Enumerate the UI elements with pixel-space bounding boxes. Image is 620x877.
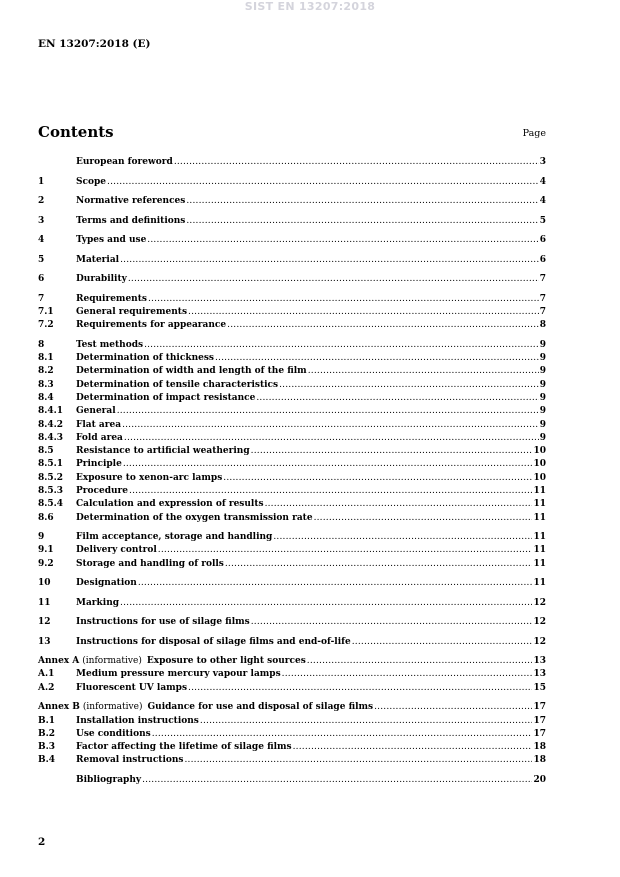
toc-leader-dots [152,729,533,740]
toc-entry-number: 11 [38,597,51,608]
toc-entry-title: Principle [76,459,122,470]
toc-entry[interactable] [38,318,546,331]
toc-entry-number: B.3 [38,742,56,753]
toc-entry[interactable] [38,615,546,628]
toc-entry-title: Factor affecting the lifetime of silage films [76,742,292,753]
toc-leader-dots [223,473,532,484]
contents-title: Contents [38,123,114,141]
toc-entry[interactable] [38,272,546,285]
toc-entry-number: 8 [38,339,45,350]
toc-entry-title: Exposure to xenon-arc lamps [76,472,223,483]
toc-leader-dots [251,446,533,457]
page-column-label: Page [522,128,546,139]
toc-entry[interactable] [38,667,546,680]
toc-leader-dots [188,307,539,318]
toc-entry-page: 6 [539,254,546,265]
toc-entry[interactable] [38,484,546,497]
toc-entry-title: Medium pressure mercury vapour lamps [76,669,281,680]
toc-entry-number: 9.1 [38,545,54,556]
toc-entry[interactable] [38,773,546,786]
toc-entry[interactable] [38,654,546,667]
toc-leader-dots [188,683,532,694]
toc-leader-dots [273,532,532,543]
toc-entry-page: 11 [533,532,546,543]
toc-entry-number: 8.5.2 [38,472,64,483]
toc-entry-title: Requirements [76,293,147,304]
toc-entry[interactable] [38,252,546,265]
toc-leader-dots [138,578,533,589]
toc-entry[interactable] [38,377,546,390]
toc-entry-number: B.4 [38,755,56,766]
toc-leader-dots [117,406,539,417]
toc-entry-number: 6 [38,274,45,285]
toc-leader-dots [307,656,533,667]
watermark: SIST EN 13207:2018 [244,0,376,13]
toc-entry-page: 9 [539,379,546,390]
toc-entry[interactable] [38,174,546,187]
toc-entry-title: Instructions for disposal of silage films and end-of-life [76,636,351,647]
toc-entry[interactable] [38,213,546,226]
toc-entry-number: 7 [38,293,45,304]
toc-entry[interactable] [38,595,546,608]
toc-entry[interactable] [38,194,546,207]
toc-entry-number: 3 [38,215,45,226]
footer-page-number: 2 [38,836,46,848]
toc-entry-title: Material [76,254,120,265]
toc-leader-dots [200,716,533,727]
toc-entry-title: Types and use [76,235,147,246]
toc-entry-title: Determination of width and length of the film [76,366,307,377]
toc-entry-number: A.2 [38,682,55,693]
toc-entry[interactable] [38,497,546,510]
toc-entry[interactable] [38,404,546,417]
toc-entry-page: 9 [539,432,546,443]
toc-entry-number: 8.5 [38,446,54,457]
toc-entry-page: 5 [539,215,546,226]
toc-entry[interactable] [38,431,546,444]
toc-entry-number: 10 [38,578,51,589]
toc-entry-page: 11 [533,499,546,510]
document-id: EN 13207:2018 (E) [38,38,151,50]
toc-entry[interactable] [38,700,546,713]
toc-entry-title: Determination of the oxygen transmission rate [76,512,313,523]
toc-leader-dots [123,459,533,470]
toc-leader-dots [256,393,538,404]
toc-entry-page: 7 [539,274,546,285]
toc-entry-page: 17 [533,715,546,726]
toc-entry-title: Determination of impact resistance [76,392,256,403]
toc-entry-number: 8.4 [38,392,54,403]
toc-leader-dots [124,433,539,444]
toc-entry-title: Durability [76,274,127,285]
toc-entry[interactable] [38,727,546,740]
toc-entry-page: 15 [533,682,546,693]
toc-entry-page: 3 [539,157,546,168]
toc-entry-title: General requirements [76,306,188,317]
toc-entry[interactable] [38,510,546,523]
toc-leader-dots [120,255,539,266]
toc-entry-page: 10 [533,459,546,470]
toc-entry[interactable] [38,543,546,556]
toc-leader-dots [122,420,539,431]
toc-entry[interactable] [38,576,546,589]
toc-entry-page: 9 [539,419,546,430]
toc-leader-dots [128,274,539,285]
toc-entry-title: General [76,406,116,417]
toc-entry-number: 8.6 [38,512,54,523]
toc-entry-number: 7.2 [38,320,54,331]
toc-entry-number: 8.3 [38,379,54,390]
toc-leader-dots [148,294,539,305]
toc-entry[interactable] [38,155,546,168]
toc-entry-title: Storage and handling of rolls [76,558,224,569]
toc-entry-title: Fluorescent UV lamps [76,682,188,693]
toc-leader-dots [308,366,539,377]
toc-entry-page: 7 [539,306,546,317]
toc-entry-number: 8.5.4 [38,499,64,510]
toc-entry-page: 18 [533,742,546,753]
toc-entry-number: B.1 [38,715,56,726]
toc-entry-page: 11 [533,545,546,556]
toc-entry-number: A.1 [38,669,55,680]
toc-leader-dots [107,177,539,188]
toc-entry-page: 9 [539,366,546,377]
toc-entry-title: Scope [76,176,107,187]
toc-entry-number: 12 [38,617,51,628]
toc-entry-number: Annex A [38,656,80,667]
toc-leader-dots [293,742,533,753]
toc-entry[interactable] [38,233,546,246]
toc-entry-page: 13 [533,656,546,667]
toc-leader-dots [142,775,532,786]
toc-entry-page: 7 [539,293,546,304]
toc-entry-title: Guidance for use and disposal of silage films [147,702,374,713]
toc-entry-title: Delivery control [76,545,157,556]
toc-leader-dots [215,353,539,364]
toc-entry[interactable] [38,470,546,483]
toc-entry-title: Test methods [76,339,144,350]
toc-leader-dots [374,702,532,713]
toc-entry-page: 17 [533,702,546,713]
toc-entry[interactable] [38,753,546,766]
toc-leader-dots [129,486,532,497]
toc-entry-page: 17 [533,728,546,739]
toc-entry-title: Marking [76,597,120,608]
toc-entry-page: 10 [533,472,546,483]
toc-entry-title: Calculation and expression of results [76,499,264,510]
toc-entry-title: European foreword [76,157,173,168]
toc-entry-title: Resistance to artificial weathering [76,446,250,457]
toc-entry-page: 9 [539,353,546,364]
toc-entry-number: Annex B [38,702,80,713]
toc-entry-title: Procedure [76,486,129,497]
toc-leader-dots [185,755,533,766]
toc-entry-page: 13 [533,669,546,680]
toc-leader-dots [158,545,533,556]
toc-entry-number: 8.4.1 [38,406,64,417]
toc-entry[interactable] [38,291,546,304]
toc-entry-title: Fold area [76,432,123,443]
toc-leader-dots [147,235,538,246]
toc-entry[interactable] [38,417,546,430]
toc-entry-title: Requirements for appearance [76,320,227,331]
toc-entry-annex-type: (informative) [82,656,142,667]
toc-entry[interactable] [38,305,546,318]
toc-entry[interactable] [38,556,546,569]
table-of-contents [38,155,546,786]
toc-leader-dots [225,559,533,570]
toc-entry[interactable] [38,634,546,647]
toc-entry-page: 8 [539,320,546,331]
toc-entry-number: 9 [38,532,45,543]
toc-entry[interactable] [38,680,546,693]
toc-leader-dots [186,196,538,207]
toc-leader-dots [282,669,533,680]
toc-leader-dots [265,499,533,510]
toc-entry-page: 9 [539,339,546,350]
toc-entry-number: 8.4.3 [38,432,64,443]
toc-entry-title: Use conditions [76,728,151,739]
toc-entry-page: 11 [533,486,546,497]
toc-leader-dots [120,598,532,609]
toc-leader-dots [227,320,539,331]
toc-entry-number: 5 [38,254,45,265]
toc-entry-page: 11 [533,512,546,523]
toc-entry-page: 10 [533,446,546,457]
toc-leader-dots [251,617,533,628]
toc-entry-title: Normative references [76,196,186,207]
toc-entry[interactable] [38,391,546,404]
toc-entry-number: 8.4.2 [38,419,64,430]
toc-entry[interactable] [38,457,546,470]
toc-entry-title: Instructions for use of silage films [76,617,250,628]
toc-entry-page: 12 [533,597,546,608]
toc-entry-page: 9 [539,406,546,417]
toc-entry-number: 1 [38,176,45,187]
toc-entry-number: B.2 [38,728,56,739]
toc-entry-page: 20 [533,774,546,785]
toc-entry-page: 18 [533,755,546,766]
toc-entry[interactable] [38,364,546,377]
toc-entry-page: 11 [533,578,546,589]
toc-entry-title: Installation instructions [76,715,199,726]
toc-entry-title: Film acceptance, storage and handling [76,532,273,543]
toc-entry-number: 7.1 [38,306,54,317]
toc-leader-dots [174,157,539,168]
toc-entry-title: Determination of tensile characteristics [76,379,279,390]
toc-entry-number: 4 [38,235,45,246]
toc-entry[interactable] [38,740,546,753]
toc-entry[interactable] [38,444,546,457]
toc-entry-page: 11 [533,558,546,569]
toc-entry-number: 8.1 [38,353,54,364]
toc-entry[interactable] [38,337,546,350]
toc-leader-dots [144,340,539,351]
toc-entry-title: Exposure to other light sources [146,656,306,667]
toc-entry-number: 8.5.1 [38,459,64,470]
toc-leader-dots [279,380,539,391]
toc-entry-title: Bibliography [76,774,142,785]
toc-entry-number: 8.5.3 [38,486,64,497]
toc-entry-annex-type: (informative) [82,702,143,713]
toc-entry-title: Flat area [76,419,122,430]
toc-entry-page: 12 [533,617,546,628]
toc-entry[interactable] [38,713,546,726]
toc-entry-page: 4 [539,176,546,187]
toc-entry-page: 12 [533,636,546,647]
toc-entry-title: Terms and definitions [76,215,186,226]
toc-entry-number: 8.2 [38,366,54,377]
toc-entry-number: 13 [38,636,51,647]
toc-entry[interactable] [38,530,546,543]
toc-entry[interactable] [38,351,546,364]
toc-entry-number: 2 [38,196,45,207]
toc-entry-title: Designation [76,578,137,589]
toc-leader-dots [186,216,538,227]
toc-entry-title: Determination of thickness [76,353,214,364]
toc-leader-dots [352,637,533,648]
toc-entry-page: 4 [539,196,546,207]
toc-leader-dots [314,513,533,524]
toc-entry-number: 9.2 [38,558,54,569]
toc-entry-page: 6 [539,235,546,246]
toc-entry-title: Removal instructions [76,755,184,766]
toc-entry-page: 9 [539,392,546,403]
